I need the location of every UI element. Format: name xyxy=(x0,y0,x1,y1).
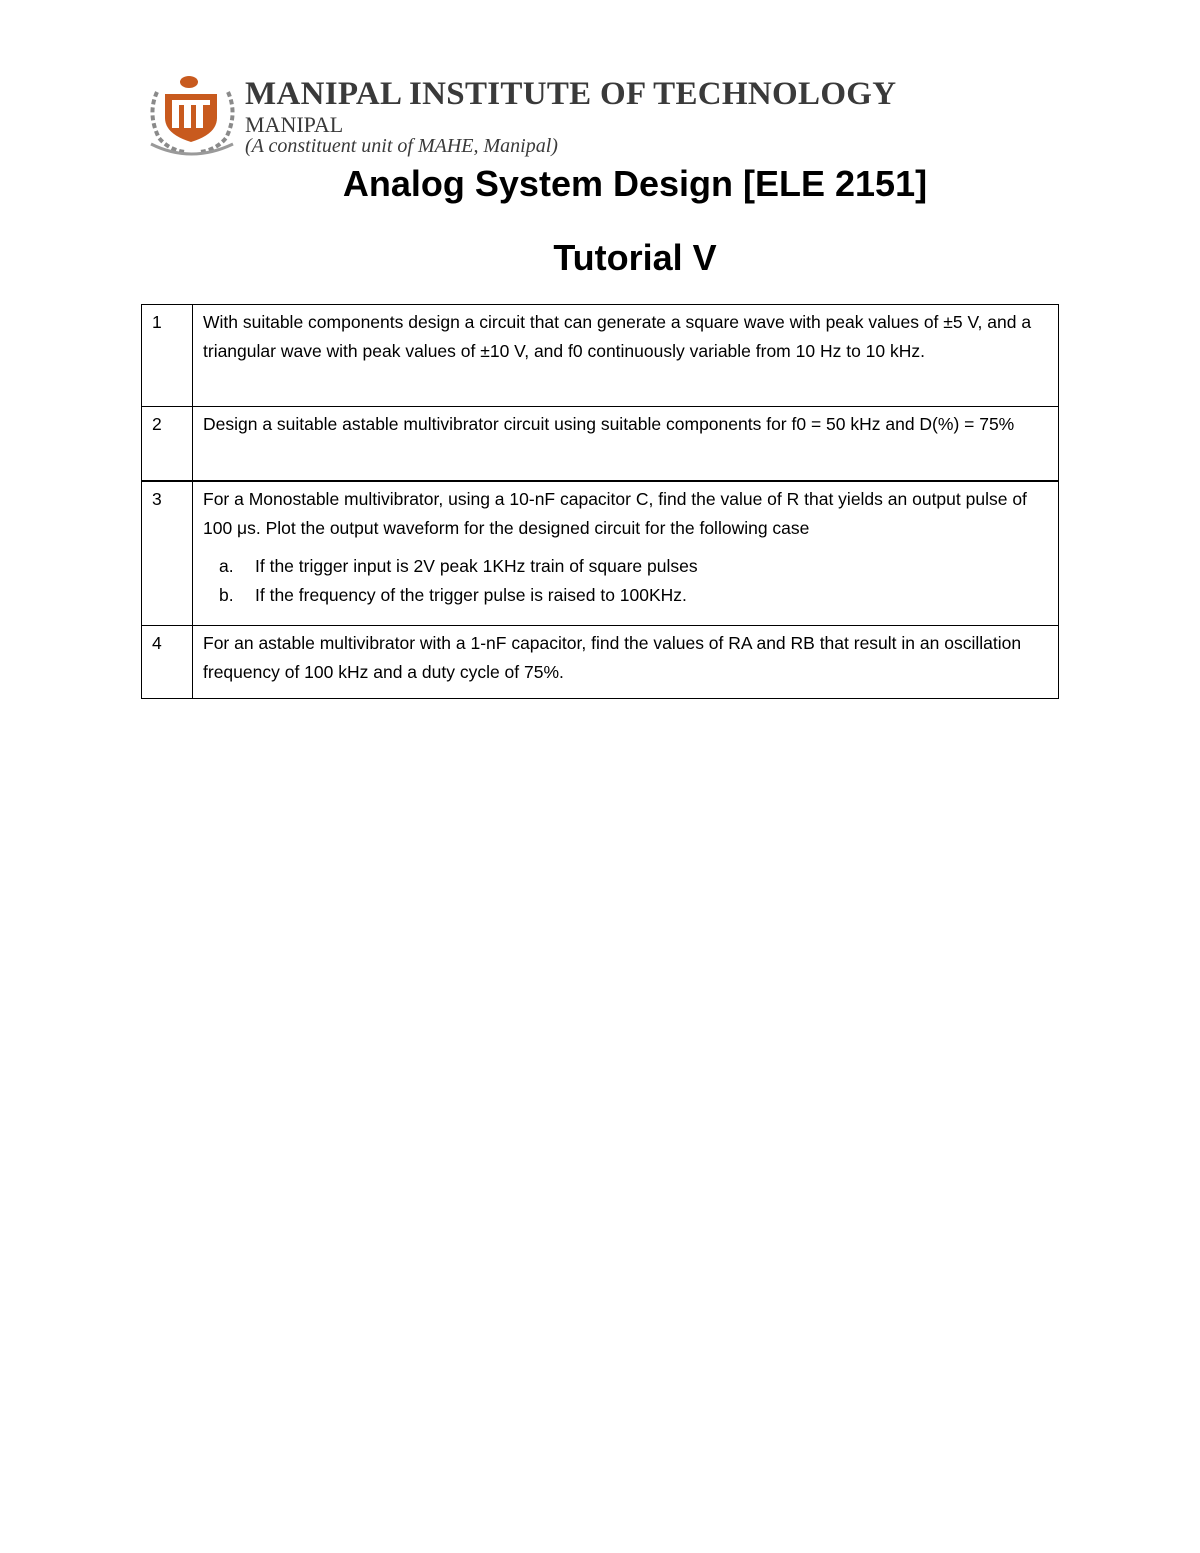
question-row xyxy=(142,305,1059,407)
question-text: With suitable components design a circuit that can generate a square wave with peak values of ±5 V, and a triangular wave with peak values of ±10 V, and f0 continuously variable from 10 Hz to 10 kHz. xyxy=(193,305,1059,407)
sub-question-text: If the frequency of the trigger pulse is raised to 100KHz. xyxy=(255,584,687,605)
institute-header xyxy=(145,72,1045,162)
mit-emblem-icon xyxy=(145,72,240,157)
institute-name: MANIPAL INSTITUTE OF TECHNOLOGY xyxy=(245,76,897,112)
sub-question-marker: a. xyxy=(219,556,234,576)
question-row xyxy=(142,626,1059,699)
sub-question-marker: b. xyxy=(219,584,234,605)
sub-question-item xyxy=(219,581,1046,610)
question-row xyxy=(142,481,1059,626)
institute-subtitle: (A constituent unit of MAHE, Manipal) xyxy=(245,135,558,157)
question-number: 4 xyxy=(142,626,193,699)
question-cell xyxy=(193,481,1059,626)
question-number: 3 xyxy=(142,481,193,626)
sub-question-item xyxy=(219,552,1046,581)
institute-city: MANIPAL xyxy=(245,112,344,137)
course-title: Analog System Design [ELE 2151] xyxy=(342,163,928,204)
tutorial-title: Tutorial V xyxy=(553,237,717,278)
questions-table xyxy=(141,304,1059,699)
question-number: 1 xyxy=(142,305,193,407)
question-text: Design a suitable astable multivibrator circuit using suitable components for f0 = 50 kHz and D(%) = 75% xyxy=(193,407,1059,482)
sub-question-text: If the trigger input is 2V peak 1KHz train of square pulses xyxy=(255,556,698,576)
sub-question-list xyxy=(203,552,1046,609)
question-row xyxy=(142,407,1059,482)
question-number: 2 xyxy=(142,407,193,482)
question-text: For an astable multivibrator with a 1-nF capacitor, find the values of RA and RB that result in an oscillation frequency of 100 kHz and a duty cycle of 75%. xyxy=(193,626,1059,699)
question-text: For a Monostable multivibrator, using a 10-nF capacitor C, find the value of R that yields an output pulse of 100 μs. Plot the output waveform for the designed circuit for the following case xyxy=(203,489,1027,538)
